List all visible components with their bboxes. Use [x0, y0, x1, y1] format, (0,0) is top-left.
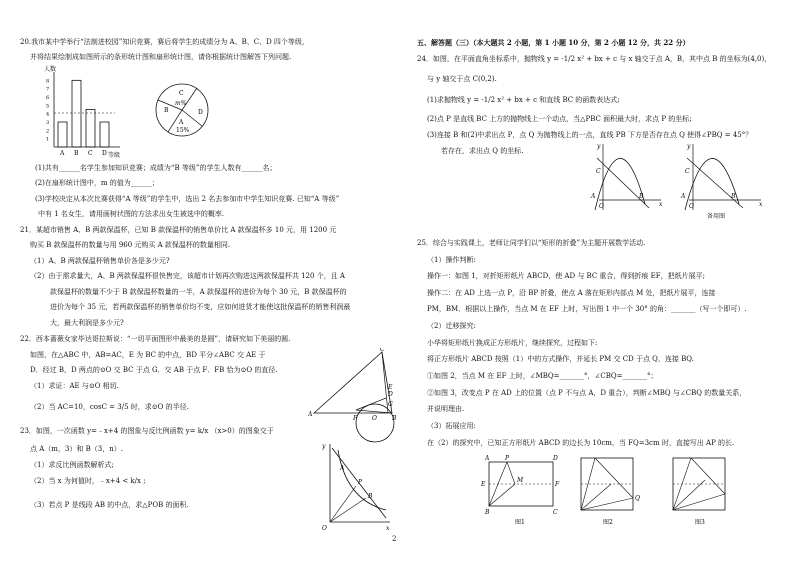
- fig2-label-b: B: [731, 193, 736, 200]
- bar-C: [86, 110, 95, 148]
- q23-line-4: （2）当 x 为何值时，﹣x+4 < k/x ;: [30, 477, 146, 485]
- q20-pie-chart: [156, 84, 208, 136]
- q20-line-3: (1)共有______名学生参加知识竞赛；成绩为“B 等级”的学生人数有______名；: [35, 164, 277, 172]
- q22-line-1: 22．西本蔷薇女家毕达哥拉斯说：“一切平面图形中最美的是圆”，请研究如下美丽的圆.: [20, 335, 291, 343]
- bar-xlabel: 等级: [108, 152, 121, 159]
- bar-ytick-label: 1: [46, 136, 50, 143]
- fig1-label-x: x: [659, 201, 663, 208]
- q21-line-1: 21．某超市销售 A、B 两款保温杯，已知 B 款保温杯的销售单价比 A 款保温杯多 10 元，用 1200 元: [20, 226, 337, 234]
- q23-line-3: （1）求反比例函数解析式;: [30, 461, 114, 469]
- q25-line-7: 小华将矩形纸片换成正方形纸片，继续探究，过程如下:: [427, 339, 598, 347]
- fig1-label-a: A: [591, 193, 596, 200]
- bar-ytick-label: 3: [46, 120, 50, 126]
- q25-line-9: ①如图 2，当点 M 在 EF 上时，∠MBQ=_______°，∠CBQ=_______°；: [427, 372, 658, 380]
- fig1-label-f: F: [555, 481, 560, 488]
- fig1-label-d: D: [553, 455, 558, 462]
- segment-bd: [356, 410, 392, 413]
- page-number: 2: [392, 535, 397, 543]
- q25-figures: [477, 452, 757, 528]
- label-a: A: [308, 411, 313, 418]
- q22-line-2: 如图，在△ABC 中，AB=AC，E 为 BC 的中点，BD 平分∠ABC 交 AE 于: [30, 351, 266, 359]
- q24-line-3: (1)求抛物线 y = -1/2 x² + bx + c 和直线 BC 的函数表达式;: [427, 96, 620, 104]
- q23-label-x: x: [386, 525, 390, 530]
- pie-label-d: D: [198, 109, 203, 116]
- pie-label-b: B: [164, 107, 169, 114]
- segment-fd: [356, 398, 386, 410]
- q25-line-10: ②如图 3，改变点 P 在 AD 上的位置（点 P 不与点 A，D 重合），判断∠MBQ 与∠CBQ 的数量关系，: [427, 389, 747, 397]
- q25-figure-1: [480, 455, 560, 526]
- segment-op: [330, 486, 356, 522]
- fig2-label-a: A: [681, 193, 686, 200]
- q25-line-11: 并说明理由.: [427, 405, 465, 413]
- pie-label-a: A: [179, 119, 184, 126]
- fig1-label-b: B: [639, 193, 644, 200]
- q22-line-3: D．经过 B，D 两点的⊙O 交 BC 于点 G．交 AB 于点 F．FB 恰为⊙O 的直径.: [30, 366, 278, 374]
- q25-line-12: （3）拓展应用:: [427, 422, 476, 430]
- q22-line-5: （2）当 AC=10，cosC = 3/5 时，求⊙O 的半径.: [30, 403, 189, 411]
- fig1-bp: [489, 462, 507, 506]
- fig2-bp: [581, 458, 595, 510]
- bar-category-label: B: [74, 150, 79, 157]
- fig2-caption: 图2: [603, 519, 613, 526]
- fig2-caption: 备用图: [707, 213, 726, 220]
- q25-line-2: （1）操作判断:: [427, 256, 476, 264]
- fig1-label-o: O: [599, 203, 604, 210]
- fig1-label-c: C: [596, 168, 601, 175]
- bar-ylabel: 人数: [44, 66, 57, 73]
- fig2-label-y: y: [687, 143, 691, 150]
- q23-label-y: y: [322, 443, 326, 450]
- q21-line-2: 购买 B 款保温杯的数量与用 960 元购买 A 款保温杯的数量相同.: [30, 241, 231, 249]
- q25-line-1: 25．综合与实践课上，老师让同学们以“矩形的折叠”为主题开展数学活动.: [417, 239, 646, 247]
- fig2-label-o: O: [689, 203, 694, 210]
- q23-label-p: P: [358, 479, 363, 486]
- q21-line-5: 款保温杯的数量不少于 B 款保温杯数量的一半，A 款保温杯的进价为每个 30 元，B 款保温杯的: [50, 288, 347, 296]
- fig1-label-e: E: [481, 481, 486, 488]
- q25-line-13: 在（2）的探究中，已知正方形纸片 ABCD 的边长为 10cm，当 FQ=3cm 时，直接写出 AP 的长.: [427, 439, 735, 447]
- bar-category-label: D: [102, 150, 107, 157]
- bar-D: [100, 122, 109, 147]
- q25-line-8: 将正方形纸片 ABCD 按照（1）中的方式操作，并延长 PM 交 CD 于点 Q，连接 BQ.: [427, 355, 694, 363]
- bar-category-label: C: [88, 150, 93, 157]
- label-g: G: [388, 401, 393, 408]
- q20-line-6: 中有 1 名女生，请用画树状图的方法求出女生被选中的概率.: [38, 210, 225, 218]
- fig2-bq: [581, 498, 633, 510]
- q20-line-5: (3)学校决定从本次比赛获得“A 等级”的学生中，选出 2 名去参加市中学生知识竞赛. 已知“A 等级”: [35, 195, 340, 203]
- label-b: B: [392, 415, 397, 422]
- q21-line-6: 进价为每个 35 元，若两款保温杯的销售单价均不变，应如何进货才能使这批保温杯的销售利润最: [50, 303, 351, 311]
- q23-label-a: A: [340, 465, 345, 472]
- bar-B: [72, 80, 81, 147]
- q21-line-4: （2）由于需求量大，A、B 两款保温杯很快售完，该超市计划再次购进这两款保温杯共 120 个，且 A: [30, 272, 345, 280]
- q24-line-6: 若存在，求出点 Q 的坐标.: [441, 147, 524, 155]
- q23-label-o: O: [322, 525, 327, 530]
- bar-ytick-label: 2: [46, 128, 50, 135]
- pie-label-15: 15%: [176, 127, 190, 134]
- fig1-label-y: y: [597, 143, 601, 150]
- q23-line-5: （3）若点 P 是线段 AB 的中点，求△POB 的面积.: [30, 501, 189, 509]
- bar-ytick-label: 5: [46, 103, 50, 110]
- fig2-label-c: C: [685, 168, 690, 175]
- fig1-caption: 图1: [515, 519, 525, 526]
- segment-ob: [330, 498, 366, 522]
- bar-ytick-label: 6: [46, 95, 50, 101]
- label-c: C: [380, 348, 385, 353]
- q24-line-5: (3)连接 B 和(2)中求出点 P，点 Q 为抛物线上的一点，直线 PB 下方是否存在点 Q 使得∠PBQ = 45°？: [427, 131, 753, 139]
- fig1-label-p: P: [505, 455, 510, 462]
- q25-line-5: PM，BM．根据以上操作，当点 M 在 EF 上时，写出图 1 中一个 30° 的角：_______（写一个即可）.: [427, 305, 747, 313]
- fig3-bm: [673, 480, 705, 510]
- q23-figure: [318, 440, 394, 530]
- q20-line-2: 并将结果绘制成如图所示的条形统计图和扇形统计图，请你根据统计图解答下列问题.: [30, 53, 292, 61]
- fig3-bp: [673, 458, 691, 510]
- q24-line-1: 24．如图，在平面直角坐标系中，抛物线 y = -1/2 x² + bx + c 与 x 轴交于点 A，B，其中点 B 的坐标为(4,0)，: [417, 55, 772, 63]
- fig2-label-q: Q: [635, 495, 640, 502]
- fig1-label-b: B: [485, 509, 490, 516]
- q24-figure-1: [590, 143, 663, 210]
- bar-category-label: A: [60, 150, 65, 157]
- pie-label-c: C: [179, 90, 184, 97]
- right-column: [397, 0, 794, 561]
- fig2-line-bc: [687, 158, 743, 208]
- q23-line-2: 点 A（m，3）和 B（3，n）.: [30, 445, 123, 453]
- bar-ytick-label: 8: [46, 78, 50, 85]
- q25-line-4: 操作二：在 AD 上选一点 P，沿 BP 折叠，使点 A 落在矩形内部点 M 处，把纸片展平，连接: [427, 289, 716, 297]
- q20-bar-chart: [44, 65, 120, 159]
- triangle-abc: [314, 352, 392, 413]
- fig2-pq: [595, 458, 633, 498]
- bar-ytick-label: 7: [46, 86, 50, 93]
- q24-line-2: 与 y 轴交于点 C(0,2).: [427, 75, 497, 83]
- q21-line-3: （1）A、B 两款保温杯销售单价各是多少元?: [30, 257, 170, 265]
- bar-ytick-label: 4: [46, 111, 50, 118]
- q24-figure-2: [680, 143, 763, 220]
- section-header: 五、解答题（三）（本大题共 2 小题，第 1 小题 10 分，第 2 小题 12 分，共 22 分）: [417, 38, 690, 47]
- fig2-label-x: x: [759, 201, 763, 208]
- fig3-caption: 图3: [695, 519, 705, 526]
- label-e: E: [388, 384, 393, 391]
- q24-line-4: (2)点 P 是直线 BC 上方的抛物线上一个动点，当△PBC 面积最大时，求点 P 的坐标;: [427, 115, 692, 123]
- q25-figure-3: [673, 458, 725, 526]
- pie-label-m: m%: [175, 100, 187, 107]
- fig1-label-m: M: [517, 477, 524, 484]
- q23-line-1: 23．如图，一次函数 y=﹣x+4 的图象与反比例函数 y= k/x （x>0）的图象交于: [20, 427, 274, 435]
- q25-line-3: 操作一：如图 1，对折矩形纸片 ABCD，使 AD 与 BC 重合，得到折痕 EF，把纸片展平;: [427, 272, 705, 280]
- q20-figures: [40, 62, 230, 162]
- fig1-label-c: C: [553, 509, 558, 516]
- q25-line-6: （2）迁移探究:: [427, 322, 476, 330]
- fig1-line-bc: [597, 158, 649, 208]
- q22-line-4: （1）求证：AE 与⊙O 相切.: [30, 382, 119, 390]
- label-o: O: [372, 415, 377, 422]
- q20-line-1: 20.我市某中学举行“法制进校园”知识竞赛，赛后将学生的成绩分为 A、B、C、D 四个等级，: [20, 38, 309, 46]
- label-f: F: [353, 415, 358, 422]
- fig2-bm: [581, 484, 611, 510]
- label-d: D: [388, 391, 393, 398]
- circle-o: [356, 404, 394, 442]
- fig1-pm: [507, 462, 515, 484]
- q25-figure-2: [581, 458, 640, 526]
- q21-line-7: 大，最大利润是多少元?: [50, 319, 124, 327]
- fig1-bm: [489, 484, 515, 506]
- q20-line-4: (2)在扇形统计图中，m 的值为______；: [35, 179, 159, 187]
- q24-figures: [579, 140, 779, 220]
- fig1-label-a: A: [485, 455, 490, 462]
- bar-A: [58, 122, 67, 147]
- fig3-bq: [673, 494, 725, 510]
- q23-label-b: B: [368, 493, 373, 500]
